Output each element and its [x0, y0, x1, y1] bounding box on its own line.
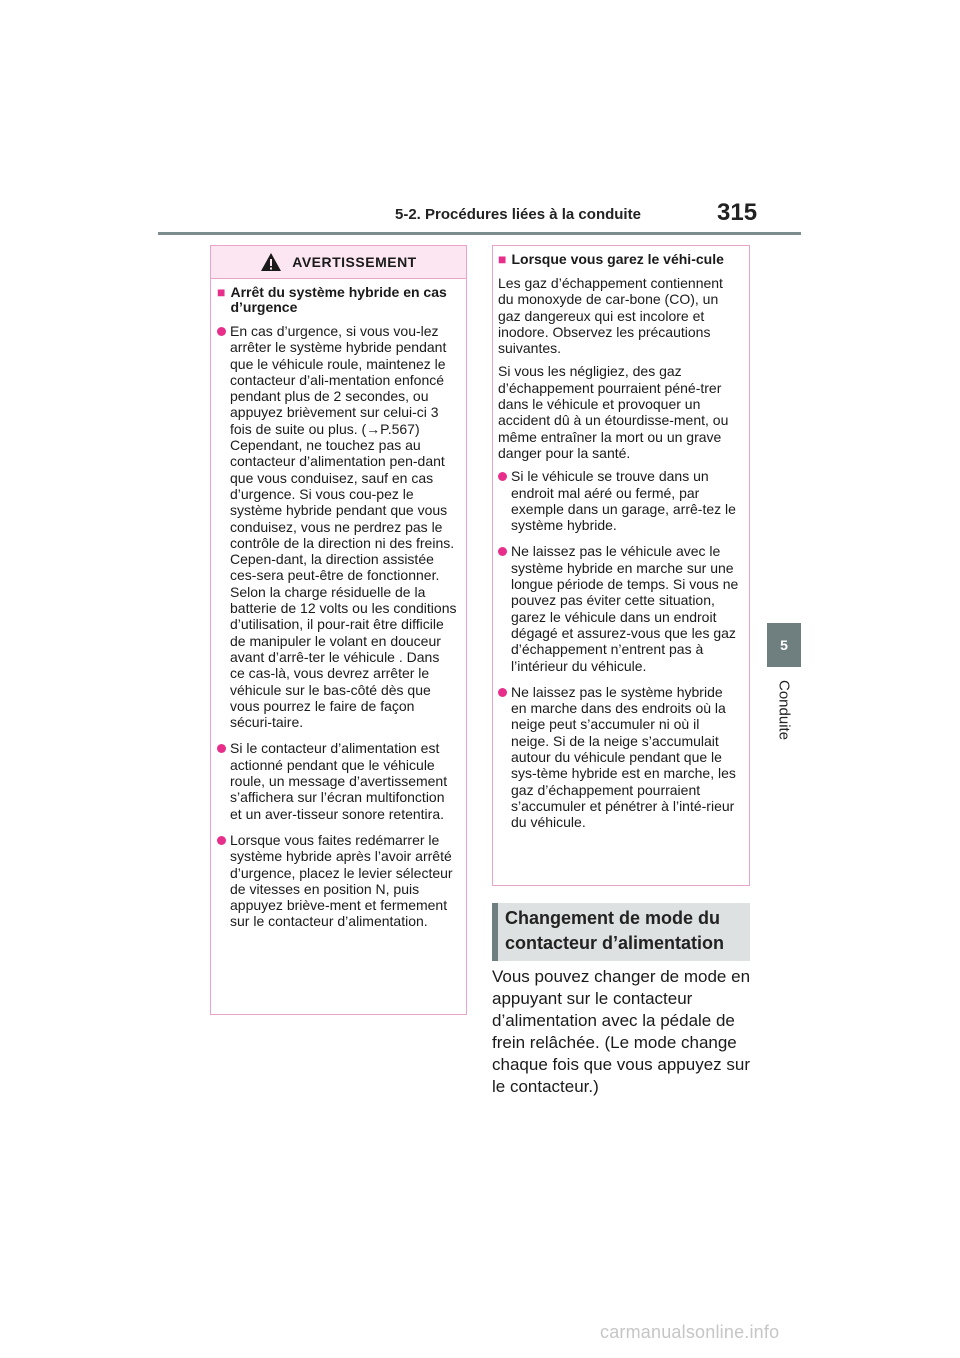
list-item-text: Lorsque vous faites redémarrer le système hybride après l’avoir arrêté d’urgence, placez le levier sélecteur de vitesses en position N, puis appuyez briève-ment et fermement sur le contacteur d’alimentation.	[230, 831, 453, 930]
list-item-text: Si le véhicule se trouve dans un endroit mal aéré ou fermé, par exemple dans un garage, arrê-tez le système hybride.	[511, 468, 736, 534]
list-item-text: Si le contacteur d’alimentation est actionné pendant que le véhicule roule, un message d’avertissement s’affichera sur l’écran multifonction et un aver-tisseur sonore retentira.	[230, 740, 448, 822]
list-item	[217, 740, 457, 821]
bullet-dot-icon	[217, 327, 226, 336]
parking-paragraph: Les gaz d’échappement contiennent du monoxyde de car-bone (CO), un gaz dangereux qui est incolore et inodore. Observez les précautions suivantes.	[498, 275, 723, 357]
chapter-label: Conduite	[775, 680, 793, 741]
parking-heading	[498, 252, 741, 267]
list-item	[498, 468, 741, 533]
list-item	[217, 323, 457, 730]
list-item	[217, 832, 457, 930]
list-item	[498, 543, 741, 673]
warning-heading	[217, 285, 457, 315]
page-number: 315	[717, 199, 758, 226]
header-divider	[158, 232, 801, 235]
parking-paragraph: Si vous les négligiez, des gaz d’échappement pourraient péné-trer dans le véhicule et provoquer un accident dû à un étourdisse-ment, ou même entraîner la mort ou un grave danger pour la santé.	[498, 363, 729, 461]
list-item-text: En cas d’urgence, si vous vou-lez arrêter le système hybride pendant que le véhicule roule, maintenez le contacteur d’ali-mentation enfoncé pendant plus de 2 secondes, ou appuyez brièvement sur celui-ci 3 fois de suite ou plus. (→P.567) Cependant, ne touchez pas au contacteur d’alimentation pen-dant que vous conduisez, sauf en cas d’urgence. Si vous cou-pez le système hybride pendant que vous conduisez, vous ne perdrez pas le contrôle de la direction ni des freins. Cepen-dant, la direction assistée ces-sera peut-être de fonctionner. Selon la charge résiduelle de la batterie de 12 volts ou les conditions d’utilisation, il pour-rait être difficile de manipuler le volant en douceur avant d’arrê-ter le véhicule . Dans ce cas-là, vous devrez arrêter le véhicule sur le bas-côté dès que vous pourrez le faire de façon sécuri-taire.	[230, 323, 457, 731]
bullet-dot-icon	[217, 744, 226, 753]
section-body: Vous pouvez changer de mode en appuyant sur le contacteur d’alimentation avec la pédale de frein relâchée. (Le mode change chaque fois que vous appuyez sur le contacteur.)	[492, 967, 751, 1096]
section-header: 5-2. Procédures liées à la conduite	[395, 206, 641, 223]
chapter-tab[interactable]: 5	[767, 623, 801, 667]
parking-heading-text: Lorsque vous garez le véhi-cule	[511, 251, 724, 267]
parking-warning-box	[492, 245, 750, 886]
list-item-text: Ne laissez pas le véhicule avec le système hybride en marche sur une longue période de temps. Si vous ne pouvez pas éviter cette situation, garez le véhicule dans un endroit dégagé et assurez-vous que les gaz d’échappement n’entrent pas à l’intérieur du véhicule.	[511, 543, 739, 674]
warning-heading-text: Arrêt du système hybride en cas d’urgence	[230, 284, 447, 315]
watermark: carmanualsonline.info	[600, 1322, 780, 1342]
list-item-text: Ne laissez pas le système hybride en marche dans des endroits où la neige peut s’accumuler ni où il neige. Si de la neige s’accumulait autour du véhicule pendant que le sys-tème hybride est en marche, les gaz d’échappement pourraient s’accumuler et pénétrer à l’inté-rieur du véhicule.	[511, 683, 736, 831]
list-item	[498, 684, 741, 831]
square-bullet-icon: ■	[498, 251, 507, 267]
bullet-dot-icon	[498, 688, 507, 697]
bullet-dot-icon	[217, 836, 226, 845]
warning-header	[211, 246, 466, 279]
square-bullet-icon: ■	[217, 284, 226, 300]
warning-title: AVERTISSEMENT	[292, 254, 417, 270]
section-title: Changement de mode du contacteur d’alimentation	[492, 903, 750, 961]
warning-box	[210, 245, 467, 1015]
warning-triangle-icon	[260, 252, 282, 272]
bullet-dot-icon	[498, 472, 507, 481]
bullet-dot-icon	[498, 547, 507, 556]
